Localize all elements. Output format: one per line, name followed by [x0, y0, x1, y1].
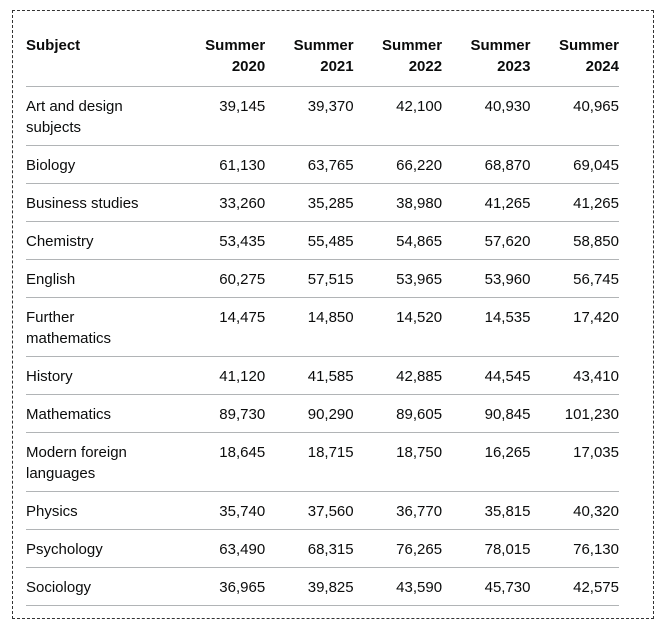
header-label-line1: Summer	[293, 37, 354, 54]
value-cell: 90,290	[265, 395, 353, 433]
value-cell: 76,265	[354, 530, 442, 568]
header-year-4	[442, 23, 530, 87]
value-cell: 37,560	[265, 492, 353, 530]
value-cell: 43,410	[531, 357, 620, 395]
value-cell: 57,515	[265, 260, 353, 298]
table-row	[26, 395, 619, 433]
value-cell: 45,730	[442, 568, 530, 606]
header-label-line2: 2021	[320, 58, 354, 75]
table-body	[26, 87, 619, 606]
value-cell: 35,815	[442, 492, 530, 530]
value-cell: 68,315	[265, 530, 353, 568]
table-row	[26, 222, 619, 260]
value-cell: 14,520	[354, 298, 442, 357]
table-row	[26, 184, 619, 222]
subject-cell	[26, 395, 177, 433]
value-cell: 78,015	[442, 530, 530, 568]
header-subject	[26, 23, 177, 87]
value-cell: 18,645	[177, 433, 265, 492]
subject-name: subjects	[26, 119, 82, 136]
subject-name: Further	[26, 309, 75, 326]
subject-name: Business studies	[26, 195, 139, 212]
value-cell: 54,865	[354, 222, 442, 260]
value-cell: 39,145	[177, 87, 265, 146]
value-cell: 60,275	[177, 260, 265, 298]
value-cell: 18,715	[265, 433, 353, 492]
table-row	[26, 530, 619, 568]
header-label-line1: Summer	[205, 37, 266, 54]
header-label-line2: 2020	[231, 58, 266, 75]
header-label-line2: 2023	[497, 58, 531, 75]
value-cell: 41,265	[531, 184, 620, 222]
header-year-3	[354, 23, 442, 87]
header-label-line1: Summer	[382, 37, 443, 54]
subject-name: English	[26, 271, 76, 288]
table-row	[26, 87, 619, 146]
subject-cell	[26, 530, 177, 568]
subject-name: Psychology	[26, 541, 103, 558]
table-row	[26, 433, 619, 492]
subject-cell	[26, 222, 177, 260]
value-cell: 36,770	[354, 492, 442, 530]
value-cell: 42,575	[531, 568, 620, 606]
value-cell: 14,475	[177, 298, 265, 357]
value-cell: 63,765	[265, 146, 353, 184]
subject-name: Physics	[26, 503, 78, 520]
value-cell: 76,130	[531, 530, 620, 568]
subject-name: Biology	[26, 157, 76, 174]
subject-cell	[26, 357, 177, 395]
value-cell: 41,265	[442, 184, 530, 222]
subject-name: languages	[26, 465, 96, 482]
value-cell: 40,930	[442, 87, 530, 146]
subject-name: Modern foreign	[26, 444, 127, 461]
value-cell: 36,965	[177, 568, 265, 606]
value-cell: 89,730	[177, 395, 265, 433]
table-row	[26, 492, 619, 530]
value-cell: 38,980	[354, 184, 442, 222]
value-cell: 35,285	[265, 184, 353, 222]
value-cell: 66,220	[354, 146, 442, 184]
subject-name: mathematics	[26, 330, 112, 347]
value-cell: 44,545	[442, 357, 530, 395]
value-cell: 58,850	[531, 222, 620, 260]
value-cell: 63,490	[177, 530, 265, 568]
value-cell: 14,535	[442, 298, 530, 357]
value-cell: 42,885	[354, 357, 442, 395]
value-cell: 18,750	[354, 433, 442, 492]
subject-cell	[26, 146, 177, 184]
value-cell: 42,100	[354, 87, 442, 146]
header-year-5	[531, 23, 620, 87]
value-cell: 17,420	[531, 298, 620, 357]
table-row	[26, 298, 619, 357]
value-cell: 33,260	[177, 184, 265, 222]
value-cell: 35,740	[177, 492, 265, 530]
value-cell: 39,370	[265, 87, 353, 146]
value-cell: 43,590	[354, 568, 442, 606]
value-cell: 40,965	[531, 87, 620, 146]
value-cell: 41,585	[265, 357, 353, 395]
value-cell: 53,965	[354, 260, 442, 298]
value-cell: 57,620	[442, 222, 530, 260]
subject-name: Chemistry	[26, 233, 94, 250]
value-cell: 14,850	[265, 298, 353, 357]
subject-name: Art and design	[26, 98, 123, 115]
value-cell: 40,320	[531, 492, 620, 530]
subject-cell	[26, 433, 177, 492]
header-label-line1: Summer	[470, 37, 531, 54]
table-row	[26, 357, 619, 395]
subject-entries-table	[26, 23, 619, 606]
value-cell: 16,265	[442, 433, 530, 492]
subject-cell	[26, 184, 177, 222]
header-label-line2: 2024	[585, 58, 619, 75]
value-cell: 53,960	[442, 260, 530, 298]
header-label-line1: Subject	[26, 37, 81, 54]
subject-cell	[26, 568, 177, 606]
subject-name: Sociology	[26, 579, 92, 596]
header-year-1	[177, 23, 265, 87]
value-cell: 39,825	[265, 568, 353, 606]
value-cell: 61,130	[177, 146, 265, 184]
table-row	[26, 260, 619, 298]
value-cell: 55,485	[265, 222, 353, 260]
value-cell: 69,045	[531, 146, 620, 184]
header-label-line1: Summer	[558, 37, 619, 54]
table-header	[26, 23, 619, 87]
value-cell: 53,435	[177, 222, 265, 260]
value-cell: 56,745	[531, 260, 620, 298]
value-cell: 101,230	[531, 395, 620, 433]
subject-cell	[26, 298, 177, 357]
value-cell: 89,605	[354, 395, 442, 433]
value-cell: 17,035	[531, 433, 620, 492]
value-cell: 90,845	[442, 395, 530, 433]
value-cell: 41,120	[177, 357, 265, 395]
header-year-2	[265, 23, 353, 87]
subject-cell	[26, 492, 177, 530]
value-cell: 68,870	[442, 146, 530, 184]
table-row	[26, 146, 619, 184]
subject-name: History	[26, 368, 73, 385]
subject-cell	[26, 260, 177, 298]
header-label-line2: 2022	[408, 58, 443, 75]
subject-name: Mathematics	[26, 406, 112, 423]
header-row	[26, 23, 619, 87]
table-row	[26, 568, 619, 606]
subject-cell	[26, 87, 177, 146]
